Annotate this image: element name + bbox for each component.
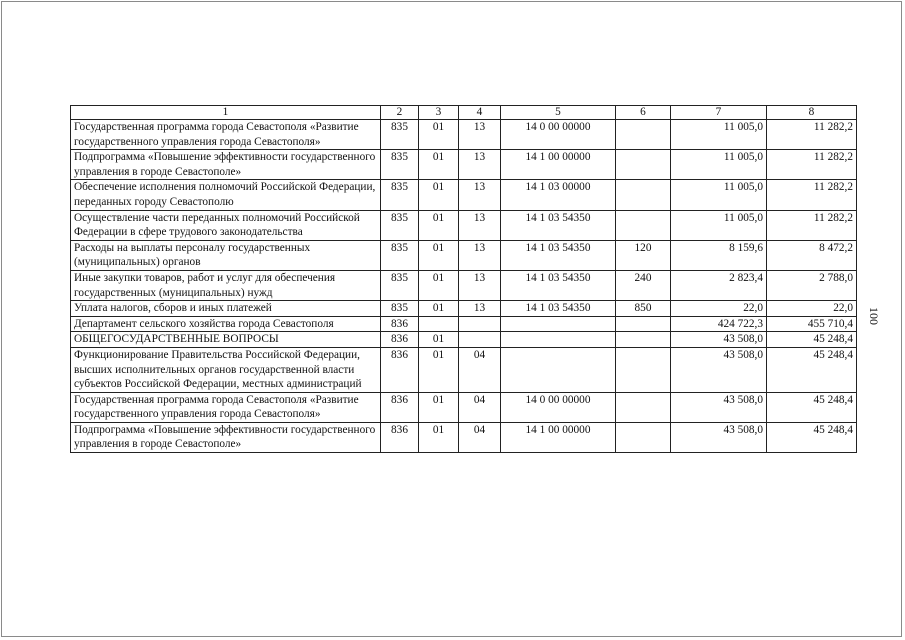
amount-year2-cell: 45 248,4 (767, 347, 857, 392)
target-article-cell: 14 1 03 00000 (501, 180, 616, 210)
amount-year2-cell: 11 282,2 (767, 180, 857, 210)
amount-year2-cell: 11 282,2 (767, 210, 857, 240)
target-article-cell: 14 0 00 00000 (501, 392, 616, 422)
header-cell: 7 (671, 106, 767, 120)
amount-year2-cell: 45 248,4 (767, 392, 857, 422)
header-cell: 5 (501, 106, 616, 120)
subsection-code-cell: 13 (459, 270, 501, 300)
ministry-code-cell: 836 (381, 422, 419, 452)
amount-year1-cell: 43 508,0 (671, 392, 767, 422)
table-row (71, 210, 857, 240)
amount-year1-cell: 8 159,6 (671, 240, 767, 270)
subsection-code-cell: 04 (459, 392, 501, 422)
target-article-cell (501, 332, 616, 348)
subsection-code-cell: 13 (459, 120, 501, 150)
expense-type-cell: 240 (616, 270, 671, 300)
expense-type-cell (616, 316, 671, 332)
expense-type-cell (616, 422, 671, 452)
expense-name-cell: Подпрограмма «Повышение эффективности государственного управления в городе Севастополе» (71, 422, 381, 452)
table-row (71, 301, 857, 317)
section-code-cell: 01 (419, 180, 459, 210)
amount-year2-cell: 45 248,4 (767, 332, 857, 348)
ministry-code-cell: 835 (381, 240, 419, 270)
target-article-cell: 14 1 00 00000 (501, 150, 616, 180)
section-code-cell: 01 (419, 150, 459, 180)
expense-name-cell: Обеспечение исполнения полномочий Российской Федерации, переданных городу Севастополю (71, 180, 381, 210)
expense-type-cell (616, 210, 671, 240)
target-article-cell: 14 1 03 54350 (501, 240, 616, 270)
table-row (71, 180, 857, 210)
header-cell: 1 (71, 106, 381, 120)
ministry-code-cell: 836 (381, 332, 419, 348)
ministry-code-cell: 835 (381, 180, 419, 210)
section-code-cell: 01 (419, 422, 459, 452)
table-row (71, 316, 857, 332)
amount-year1-cell: 11 005,0 (671, 180, 767, 210)
table-row (71, 240, 857, 270)
ministry-code-cell: 836 (381, 392, 419, 422)
expense-type-cell (616, 332, 671, 348)
expense-name-cell: Подпрограмма «Повышение эффективности государственного управления в городе Севастополе» (71, 150, 381, 180)
target-article-cell: 14 0 00 00000 (501, 120, 616, 150)
section-code-cell: 01 (419, 347, 459, 392)
ministry-code-cell: 835 (381, 150, 419, 180)
expense-name-cell: Расходы на выплаты персоналу государственных (муниципальных) органов (71, 240, 381, 270)
target-article-cell (501, 347, 616, 392)
amount-year2-cell: 2 788,0 (767, 270, 857, 300)
expense-name-cell: Осуществление части переданных полномочий Российской Федерации в сфере трудового законодательства (71, 210, 381, 240)
amount-year2-cell: 8 472,2 (767, 240, 857, 270)
subsection-code-cell: 13 (459, 240, 501, 270)
amount-year1-cell: 43 508,0 (671, 332, 767, 348)
ministry-code-cell: 836 (381, 347, 419, 392)
budget-table (70, 105, 857, 453)
section-code-cell: 01 (419, 240, 459, 270)
subsection-code-cell: 13 (459, 150, 501, 180)
amount-year1-cell: 2 823,4 (671, 270, 767, 300)
header-cell: 3 (419, 106, 459, 120)
amount-year1-cell: 424 722,3 (671, 316, 767, 332)
expense-type-cell: 850 (616, 301, 671, 317)
table-row (71, 392, 857, 422)
section-code-cell: 01 (419, 332, 459, 348)
expense-type-cell (616, 150, 671, 180)
expense-name-cell: ОБЩЕГОСУДАРСТВЕННЫЕ ВОПРОСЫ (71, 332, 381, 348)
expense-type-cell (616, 120, 671, 150)
amount-year1-cell: 11 005,0 (671, 150, 767, 180)
expense-type-cell (616, 347, 671, 392)
amount-year2-cell: 22,0 (767, 301, 857, 317)
amount-year1-cell: 43 508,0 (671, 347, 767, 392)
amount-year1-cell: 11 005,0 (671, 210, 767, 240)
subsection-code-cell: 13 (459, 210, 501, 240)
ministry-code-cell: 835 (381, 270, 419, 300)
table-header-row (71, 106, 857, 120)
section-code-cell: 01 (419, 301, 459, 317)
page-number: 100 (867, 307, 881, 325)
section-code-cell: 01 (419, 270, 459, 300)
header-cell: 8 (767, 106, 857, 120)
header-cell: 6 (616, 106, 671, 120)
ministry-code-cell: 835 (381, 210, 419, 240)
target-article-cell: 14 1 03 54350 (501, 301, 616, 317)
amount-year2-cell: 11 282,2 (767, 150, 857, 180)
table-row (71, 120, 857, 150)
table-row (71, 150, 857, 180)
amount-year2-cell: 11 282,2 (767, 120, 857, 150)
section-code-cell: 01 (419, 210, 459, 240)
amount-year2-cell: 45 248,4 (767, 422, 857, 452)
expense-type-cell (616, 392, 671, 422)
amount-year1-cell: 43 508,0 (671, 422, 767, 452)
header-cell: 2 (381, 106, 419, 120)
expense-name-cell: Иные закупки товаров, работ и услуг для обеспечения государственных (муниципальных) нужд (71, 270, 381, 300)
subsection-code-cell (459, 332, 501, 348)
ministry-code-cell: 835 (381, 120, 419, 150)
expense-type-cell (616, 180, 671, 210)
target-article-cell: 14 1 00 00000 (501, 422, 616, 452)
ministry-code-cell: 836 (381, 316, 419, 332)
expense-name-cell: Функционирование Правительства Российской Федерации, высших исполнительных органов государственной власти субъектов Российской Федерации, местных администраций (71, 347, 381, 392)
table-row (71, 347, 857, 392)
section-code-cell: 01 (419, 120, 459, 150)
expense-type-cell: 120 (616, 240, 671, 270)
header-cell: 4 (459, 106, 501, 120)
table-row (71, 422, 857, 452)
subsection-code-cell: 04 (459, 422, 501, 452)
target-article-cell: 14 1 03 54350 (501, 210, 616, 240)
subsection-code-cell: 13 (459, 180, 501, 210)
table-row (71, 332, 857, 348)
section-code-cell: 01 (419, 392, 459, 422)
expense-name-cell: Государственная программа города Севастополя «Развитие государственного управления города Севастополя» (71, 392, 381, 422)
subsection-code-cell: 13 (459, 301, 501, 317)
subsection-code-cell: 04 (459, 347, 501, 392)
amount-year2-cell: 455 710,4 (767, 316, 857, 332)
amount-year1-cell: 11 005,0 (671, 120, 767, 150)
target-article-cell (501, 316, 616, 332)
subsection-code-cell (459, 316, 501, 332)
section-code-cell (419, 316, 459, 332)
table-row (71, 270, 857, 300)
ministry-code-cell: 835 (381, 301, 419, 317)
expense-name-cell: Департамент сельского хозяйства города Севастополя (71, 316, 381, 332)
expense-name-cell: Государственная программа города Севастополя «Развитие государственного управления города Севастополя» (71, 120, 381, 150)
amount-year1-cell: 22,0 (671, 301, 767, 317)
expense-name-cell: Уплата налогов, сборов и иных платежей (71, 301, 381, 317)
target-article-cell: 14 1 03 54350 (501, 270, 616, 300)
